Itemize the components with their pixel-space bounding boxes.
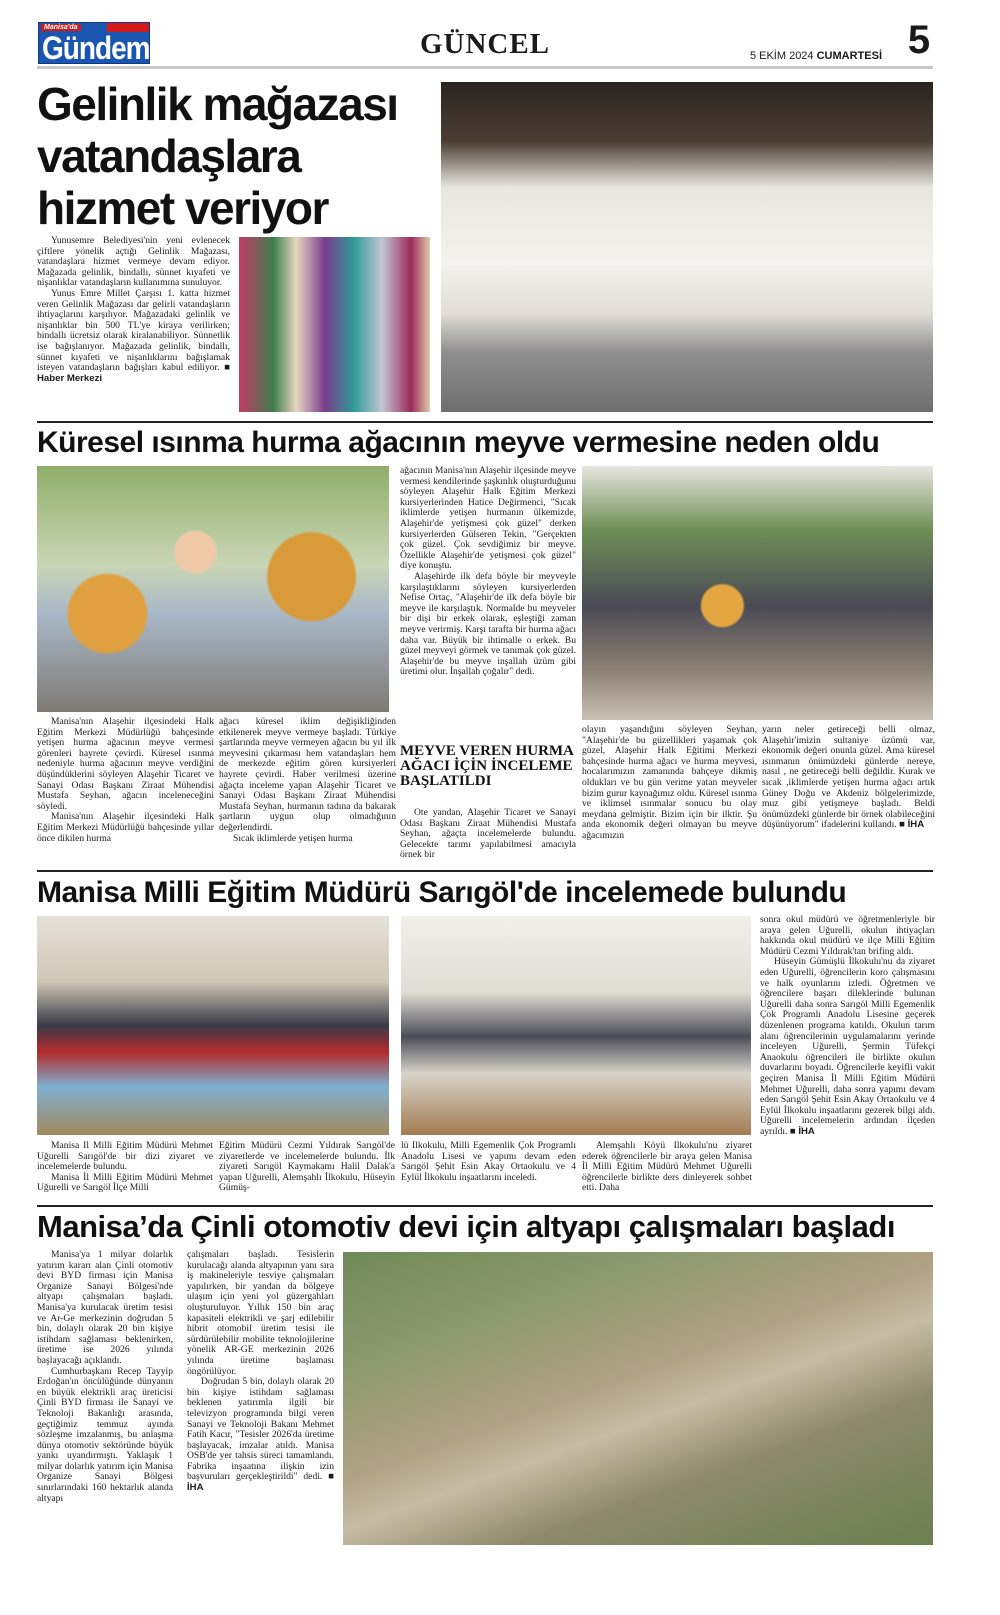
meeting-with-teachers-photo <box>401 916 751 1135</box>
header-divider <box>37 66 933 69</box>
article-2-subheading: MEYVE VEREN HURMA AĞACI İÇİN İNCELEME BAŞLATILDI <box>400 743 574 789</box>
paragraph: lü İlkokulu, Milli Egemenlik Çok Programlı Anadolu Lisesi ve yapımı devam eden Sarıgöl Şehit Esin Akay Ortaokulu ve 4 Eylül İlkokulu inşaatlarını inceledi. <box>401 1141 576 1183</box>
paragraph: sonra okul müdürü ve öğretmenleriyle bir araya gelen Uğurelli, okulun ihtiyaçları hakkında okul müdürü ve ilçe Milli Eğitim Müdürü Cezmi Yıldırak'tan brifing aldı. <box>760 915 935 957</box>
officials-visit-photo <box>37 916 389 1135</box>
byline: ■ Haber Merkezi <box>37 362 230 384</box>
article-3-col-2 <box>219 1141 395 1201</box>
article-4-col-2 <box>187 1250 334 1546</box>
article-3-headline: Manisa Milli Eğitim Müdürü Sarıgöl'de incelemede bulundu <box>37 876 847 909</box>
paragraph: Manisa'nın Alaşehir ilçesindeki Halk Eğitim Merkezi Müdürlüğü bahçesinde yetişen hurma ağacının meyve vermesi görenleri hayrete çevirdi. Küresel ısınma nedeniyle hurma ağacının meyve verdiğini düşündüklerini söyleyen Alaşehir Ticaret ve Sanayi Odası Başkanı Ziraat Mühendisi Mustafa Seyhan, ağacın inceleneceğini söyledi. <box>37 717 214 812</box>
byline: ■ İHA <box>789 1125 815 1137</box>
paragraph: Alaşehirde ilk defa böyle bir meyveyle karşılaştıklarını söyleyen kursiyerlerden Nefise Ortaç, "Alaşehir'de ilk defa böyle bir meyve ile karşılaştık. Normalde bu meyveler bir dişi bir erkek olarak, eşleştiği zaman meyve verirmiş. Karşı tarafta bir hurma ağacı daha var. Büyük bir ihtimalle o erkek. Bu güzel meyveyi görmek ve tanımak çok güzel. Alaşehir'de bu meyve inşallah üzüm gibi üretimi olur. İnşallah çoğalır" dedi. <box>400 570 576 678</box>
paragraph: ağacı küresel iklim değişikliğinden etkilenerek meyve vermeye başladı. Türkiye şartlarında meyve vermeyen ağacın bu yıl ilk meyvesini çıkarması hem vatandaşları hem de merkezde eğitim gören kursiyerleri hayrete çevirdi. Haber verilmesi üzerine ağaçta inceleme yapan Alaşehir Ticaret ve Sanayi Odası Başkanı Ziraat Mühendisi Mustafa Seyhan, hurmanın tadına da bakarak şartların uygun olup olmadığının değerlendirdi. <box>219 717 396 833</box>
paragraph-text: Yunus Emre Millet Çarşısı 1. katta hizmet veren Gelinlik Mağazası dar gelirli vatandaşların ihtiyaçlarını karşılıyor. Mağazadaki gelinlik ve nişanlıklar bin 500 TL'ye kiraya verilirken; bindallı ücretsiz olarak kiralanabiliyor. Sünnetlik ise bağışlanıyor. Mağazada gelinlik, bindallı, sünnet kıyafeti ve nişanlıklarını bağışlamak isteyen vatandaşların bağışları kabul ediliyor. <box>37 287 230 374</box>
article-3-col-4 <box>582 1141 752 1201</box>
article-2-col-5 <box>762 725 935 864</box>
section-title: GÜNCEL <box>419 28 551 60</box>
page-number: 5 <box>907 18 931 62</box>
paragraph: Yunusemre Belediyesi'nin yeni evlenecek çiftlere yönelik açtığı Gelinlik Mağazası, vatandaşlara hizmet vermeye devam ediyor. Mağazada gelinlik, bindallı, sünnet kıyafeti ve nişanlıklar vatandaşların kullanımına sunuluyor. <box>37 236 230 289</box>
paragraph: Eğitim Müdürü Cezmi Yıldırak Sarıgöl'de ziyaretlerde ve incelemelerde bulundu. İlk ziyareti Sarıgöl Kaymakamı Halil Dalak'a yapan Uğurelli, Alemşahlı İlkokulu, Hüseyin Gümüş- <box>219 1141 395 1194</box>
paragraph <box>37 289 230 384</box>
paragraph: Manisa'nın Alaşehir ilçesindeki Halk Eğitim Merkezi Müdürlüğü bahçesinde yıllar önce dikilen hurma <box>37 811 214 844</box>
paragraph: Manisa İl Milli Eğitim Müdürü Mehmet Uğurelli ve Sarıgöl İlçe Milli <box>37 1171 213 1194</box>
paragraph: çalışmaları başladı. Tesislerin kurulacağı alanda altyapının yanı sıra iş makineleriyle tesviye çalışmaları yapılırken, bir yandan da bölgeye ulaşım için yeni yol güzergahları oluşturuluyor. Yıllık 150 bin araç kapasiteli elektrikli ve şarj edilebilir hibrit otomobil üretim tesisi ile sürdürülebilir mobilite teknolojilerine yönelik AR-GE merkezinin 2026 yılında üretime başlaması öngörülüyor. <box>187 1250 334 1377</box>
paragraph-text: Doğrudan 5 bin, dolaylı olarak 20 bin kişiye istihdam sağlaması beklenen yatırımla ilgili bir televizyon programında bilgi veren Sanayi ve Teknoloji Bakanı Mehmet Fatih Kacır, "Tesisler 2026'da üretime başlayacak, imzalar atıldı. Manisa OSB'de yer tahsis süreci tamamlandı. Fabrika inşaatına ilişkin izin başvuruları gerçekleştirildi" dedi. <box>187 1376 334 1483</box>
paragraph: Sıcak iklimlerde yetişen hurma <box>233 832 353 844</box>
date-palm-man-photo <box>37 466 389 712</box>
article-3-col-3 <box>401 1141 576 1201</box>
aerial-construction-site-photo <box>343 1252 933 1545</box>
date-text: 5 EKİM 2024 <box>749 50 814 62</box>
logo-tagline: Manisa'da <box>41 24 81 31</box>
paragraph <box>187 1377 334 1494</box>
article-4-headline: Manisa’da Çinli otomotiv devi için altyapı çalışmaları başladı <box>37 1209 895 1244</box>
paragraph: olayın yaşandığını söyleyen Seyhan, "Alaşehir'de bu güzellikleri yaşamak çok güzel, Alaşehir Halk Eğitimi Merkezi bahçesinde hurma ağacı ve hurma meyvesi, hocalarımızın zamanında bahçeye dikmiş oldukları ve bu gün verime yatan meyveler bizim gurur kaynağımız oldu. Küresel ısınma ve iklimsel ısınmalar sonucu bu olay meydana gelmiştir. Bizim için bir ilktir. Şu anda ekonomik değeri olmayan bu meyve ağacımızın <box>582 725 757 841</box>
article-2-col-3 <box>400 466 576 738</box>
paragraph: Manisa İl Milli Eğitim Müdürü Mehmet Uğurelli Sarıgöl'de bir dizi ziyaret ve incelemelerde bulundu. <box>37 1141 213 1173</box>
article-1-headline: Gelinlik mağazası vatandaşlara hizmet veriyor <box>37 78 398 234</box>
newspaper-logo <box>38 22 150 64</box>
paragraph: ağacının Manisa'nın Alaşehir ilçesinde meyve vermesi kendilerinde şaşkınlık oluşturduğunu söyleyen Alaşehir Halk Eğitim Merkezi kursiyerlerinden Hatice Değirmenci, "Sıcak iklimlerde yetişen hurmanın ülkemizde, Alaşehir'de yetişmesi çok güzel" derken kursiyerlerden Gülseren Tekin, "Gerçekten çok güzel. Çok sevdiğimiz bir meyve. Özellikle Alaşehir'de yetişmesi çok güzel" diye konuştu. <box>400 466 576 572</box>
article-divider <box>37 1205 933 1207</box>
paragraph: Cumhurbaşkanı Recep Tayyip Erdoğan'ın öncülüğünde dünyanın en büyük elektrikli araç üreticisi Çinli BYD firması ile Sanayi ve Teknoloji Bakanlığı arasında, geçtiğimiz temmuz ayında sözleşme imzalanmış, bu anlaşma dünya otomotiv sektöründe büyük yankı uyandırmıştı. Yaklaşık 1 milyar dolarlık yatırım için Manisa Organize Sanayi Bölgesi sınırlarındaki 160 hektarlık alanda altyapı <box>37 1365 173 1504</box>
paragraph <box>760 957 935 1137</box>
article-2-col-1 <box>37 717 214 864</box>
wedding-dresses-photo <box>441 82 933 412</box>
article-2-col-3b <box>400 808 576 864</box>
article-4-col-1 <box>37 1250 173 1546</box>
issue-date <box>700 50 882 62</box>
article-2-col-4 <box>582 725 757 864</box>
byline: ■ İHA <box>899 819 925 831</box>
paragraph-text: yarın neler getireceği belli olmaz, Alaşehir'imizin sultaniye üzümü var, ekonomik değeri onunla güzel. Ama küresel ısınmanın önümüzdeki günlerde nereye, nasıl , ne getireceği belli değildir. Kurak ve sıcak ,iklimlerde yetişen hurma ağacı artık Güney Doğu ve Akdeniz bölgelerimizde, muz gibi yetişmeye başladı. Beldi önümüzdeki günlerde bir örnek olabileceğini düşünüyorum" ifadelerini kullandı. <box>762 725 935 831</box>
paragraph: Alemşahlı Köyü İlkokulu'nu ziyaret ederek öğrencilerle bir araya gelen Manisa İl Milli Eğitim Müdürü Mehmet Uğurelli öğrencilerle birlikte ders dinleyerek sohbet etti. Daha <box>582 1141 752 1194</box>
article-3-col-5 <box>760 915 935 1201</box>
dress-racks-photo <box>239 237 430 412</box>
article-divider <box>37 870 933 872</box>
article-2-col-2 <box>219 717 396 864</box>
byline: ■ İHA <box>187 1471 334 1494</box>
paragraph: Manisa'ya 1 milyar dolarlık yatırım kararı alan Çinli otomotiv devi BYD firması için Manisa Organize Sanayi Bölgesi'nde altyapı çalışmaları başladı. Manisa'ya kurulacak üretim tesisi ve Ar-Ge merkezinin doğrudan 5 bin, dolaylı olarak 20 bin kişiye istihdam sağlaması beklenirken, üretime ise 2026 yılında başlayacağı açıklandı. <box>37 1250 173 1366</box>
paragraph <box>762 725 935 831</box>
paragraph: Öte yandan, Alaşehir Ticaret ve Sanayi Odası Başkanı Ziraat Mühendisi Mustafa Seyhan, ağaçta incelemelerde bulundu. Gelecekte tarımı yapılabilmesi amacıyla örnek bir <box>400 808 576 861</box>
article-divider <box>37 421 933 423</box>
paragraph-text: Hüseyin Gümüşlü İlkokulu'nu da ziyaret eden Uğurelli, öğrencilerin koro çalışmasını ve halk oyunlarını izledi. Öğretmen ve öğrencilere başarı dileklerinde bulunan Uğurelli daha sonra Sarıgöl Milli Egemenlik Çok Programlı Anadolu Lisesine geçerek düzenlenen programa katıldı. Okulun tarım alanı öğrencilerinin uygulamalarını yerinde inceleyen Uğurelli, Şermin Tüfekçi Anaokulu öğrencileri ile birlikte okulun duvarlarını boyadı. Öğrencilerle keyifli vakit geçiren Manisa İl Milli Eğitim Müdürü Mehmet Uğurelli, daha sonra yapımı devam eden Sarıgöl Şehit Esin Akay Ortaokulu ve 4 Eylül İlkokulu inşaatlarını gezerek bilgi aldı. Uğurelli incelemelerin ardından ilçeden ayrıldı. <box>760 956 935 1137</box>
weekday-text: CUMARTESİ <box>816 50 882 62</box>
date-palm-group-photo <box>582 466 933 720</box>
logo-wordmark: Gündem <box>42 30 150 66</box>
article-1-body <box>37 236 230 416</box>
article-2-headline: Küresel ısınma hurma ağacının meyve vermesine neden oldu <box>37 426 880 459</box>
article-3-col-1 <box>37 1141 213 1201</box>
